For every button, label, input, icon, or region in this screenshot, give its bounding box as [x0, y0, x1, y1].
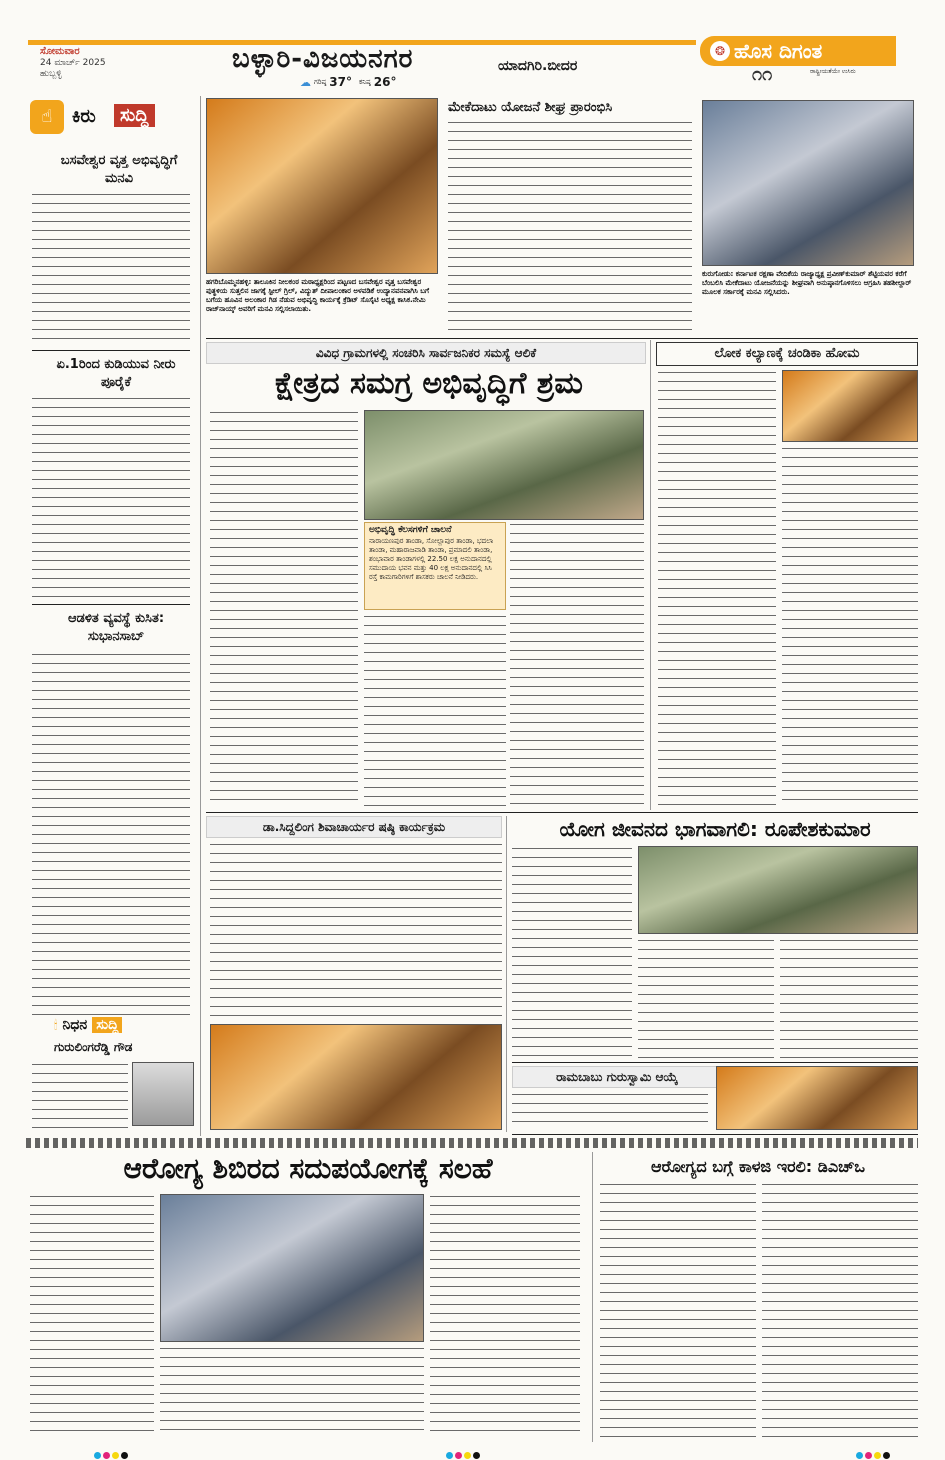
yoga-title: ಯೋಗ ಜೀವನದ ಭಾಗವಾಗಲಿ: ರೂಪೇಶಕುಮಾರ [559, 817, 871, 841]
column-divider [592, 1152, 593, 1442]
cloud-icon: ☁ [300, 75, 311, 89]
divider [32, 604, 190, 605]
magenta-dot [455, 1452, 462, 1459]
black-dot [121, 1452, 128, 1459]
kirusuddi-header [30, 100, 180, 134]
nidhana-label: ನಿಧನ [62, 1017, 88, 1033]
kiru-item-body [32, 192, 190, 346]
kiru-item-body [32, 396, 190, 600]
shashti-title: ಡಾ.ಸಿದ್ದಲಿಂಗ ಶಿವಾಚಾರ್ಯರ ಷಷ್ಠಿ ಕಾರ್ಯಕ್ರಮ [262, 820, 446, 834]
top-left-photo [206, 98, 438, 274]
health-camp-photo [160, 1194, 424, 1342]
edition-sub: ಯಾದಗಿರಿ.ಬೀದರ [498, 58, 578, 74]
ramababu-title-box [512, 1066, 722, 1088]
edition-title-main: ಬಳ್ಳಾರಿ-ವಿಜಯನಗರ [232, 44, 414, 74]
date-label: 24 ಮಾರ್ಚ್ 2025 [40, 58, 106, 68]
cyan-dot [94, 1452, 101, 1459]
weather-min-label: ಕನಿಷ್ಠ [358, 77, 371, 86]
lead-photo [364, 410, 644, 520]
top-right-caption: ಕುರುಗೋಡು: ಕರ್ನಾಟಕ ರಕ್ಷಣಾ ವೇದಿಕೆಯ ರಾಜ್ಯಾಧ್ಯಕ್ಷ ಪ್ರವೀಣ್‌ಕುಮಾರ್ ಶೆಟ್ಟಿಯವರ ಕರೆಗೆ ಬೆಂಬಲಿಸಿ ಮೇಕೆದಾಟು ಯೋಜನೆಯನ್ನು ಶೀಘ್ರವಾಗಿ ಅನುಷ್ಠಾನಗೊಳಿಸಲು ಆಗ್ರಹಿಸಿ ತಹಶೀಲ್ದಾರ್ ಮೂಲಕ ಸರ್ಕಾರಕ್ಕೆ ಮನವಿ ಸಲ್ಲಿಸಿದರು. [702, 270, 912, 296]
lead-box-body: ನಾರಾಯಣಪುರ ತಾಂಡಾ, ಸೋಲ್ಲಾಪುರ ತಾಂಡಾ, ಭದಲಾ ತಾಂಡಾ, ಮಹಾರಾಜವಾಡಿ ತಾಂಡಾ, ಪ್ರಮಾದಲಿ ತಾಂಡಾ, ಶಂಭಾವಾರ ತಾಂಡಾಗಳಲ್ಲಿ 22.50 ಲಕ್ಷ ಅನುದಾನದಲ್ಲಿ ಸಮುದಾಯ ಭವನ ಮತ್ತು 40 ಲಕ್ಷ ಅನುದಾನದಲ್ಲಿ ಸಿಸಿ ರಸ್ತೆ ಕಾಮಗಾರಿಗಳಿಗೆ ಶಾಸಕರು ಚಾಲನೆ ನೀಡಿದರು. [369, 537, 494, 581]
black-dot [473, 1452, 480, 1459]
yellow-dot [464, 1452, 471, 1459]
health-camp-headline: ಆರೋಗ್ಯ ಶಿಬಿರದ ಸದುಪಯೋಗಕ್ಕೆ ಸಲಹೆ [123, 1152, 493, 1185]
yoga-photo [638, 846, 918, 934]
nidhana-name: ಗುರುಲಿಂಗರೆಡ್ಡಿ ಗೌಡ [54, 1040, 133, 1054]
kiru-item-title: ಬಸವೇಶ್ವರ ವೃತ್ತ ಅಭಿವೃದ್ಧಿಗೆ ಮನವಿ [60, 153, 178, 186]
lead-box [364, 522, 506, 610]
divider [32, 350, 190, 351]
yellow-dot [874, 1452, 881, 1459]
kiru-item-title: ಏ.1ರಿಂದ ಕುಡಿಯುವ ನೀರು ಪೂರೈಕೆ [56, 357, 176, 390]
magenta-dot [865, 1452, 872, 1459]
chandika-photo [782, 370, 918, 442]
top-left-caption: ಹಗರಿಬೊಮ್ಮನಹಳ್ಳಿ: ತಾಲೂಕಿನ ನೀಲಕಂಠ ಮಠಾಧ್ಯಕ್ಷರಿಂದ ಪಟ್ಟಣದ ಬಸವೇಶ್ವರ ವೃತ್ತ ಬಸವೇಶ್ವರ ಪುತ್ಥಳಿಯ ಸುತ್ತಲಿನ ಜಾಗಕ್ಕೆ ಸ್ಟೀಲ್ ಗ್ರಿಲ್, ವಿದ್ಯುತ್ ದೀಪಾಲಂಕಾರ ಅಳವಡಿಕೆ ಉದ್ಯಾನವನವಾಗಿಸಿ ಬಗೆ ಬಗೆಯ ಹೂವಿನ ಅಲಂಕಾರ ಗಿಡ ನೆಡುವ ಅಭಿವೃದ್ಧಿ ಕಾರ್ಯಕ್ಕೆ ಕ್ರೆಡಿಟ್ ಸೊಸೈಟಿ ಅಧ್ಯಕ್ಷ ಕಾಸಿಕ.ನೇಮಿ ರಾಜ್‌ನಾಯ್ಕ್ ಅವರಿಗೆ ಮನವಿ ಸಲ್ಲಿಸಲಾಯಿತು. [206, 278, 430, 313]
masthead [0, 0, 945, 96]
weather-max-label: ಗರಿಷ್ಠ [314, 77, 327, 86]
divider [512, 1134, 918, 1135]
paper-name: ಹೊಸ ದಿಗಂತ [734, 39, 823, 63]
top-right-photo [702, 100, 914, 266]
kirusuddi-column [26, 96, 198, 1136]
chandika-body-col [782, 446, 918, 806]
page-number: ೧೧ [752, 64, 773, 85]
print-dots-left [94, 1444, 154, 1454]
kiru-item-body [32, 652, 190, 1016]
yellow-dot [112, 1452, 119, 1459]
shashti-photo [210, 1024, 502, 1130]
health-camp-body-col [430, 1194, 580, 1438]
nidhana-photo [132, 1062, 194, 1126]
divider [206, 338, 918, 339]
mekedatu-title: ಮೇಕೆದಾಟು ಯೋಜನೆ ಶೀಘ್ರ ಪ್ರಾರಂಭಿಸಿ [448, 100, 613, 115]
magenta-dot [103, 1452, 110, 1459]
date-block [40, 40, 160, 90]
mekedatu-body [448, 120, 692, 332]
lamp-icon: ❂ [710, 41, 730, 61]
lead-headline: ಕ್ಷೇತ್ರದ ಸಮಗ್ರ ಅಭಿವೃದ್ಧಿಗೆ ಶ್ರಮ [275, 366, 583, 401]
lead-body-col [510, 522, 644, 806]
ramababu-photo [716, 1066, 918, 1130]
column-divider [200, 96, 201, 1136]
health-camp-body-col [160, 1346, 424, 1438]
kiru-item-title: ಆಡಳಿತ ವ್ಯವಸ್ಥೆ ಕುಸಿತ: ಸುಭಾನಸಾಬ್ [67, 611, 165, 644]
divider [512, 1062, 918, 1063]
weather-min: 26° [373, 75, 397, 89]
lead-box-title: ಅಭಿವೃದ್ಧಿ ಕೆಲಸಗಳಿಗೆ ಚಾಲನೆ [369, 525, 452, 535]
day-label: ಸೋಮವಾರ [40, 46, 80, 57]
column-divider [506, 816, 507, 1132]
cyan-dot [446, 1452, 453, 1459]
chandika-title: ಲೋಕ ಕಲ್ಯಾಣಕ್ಕೆ ಚಂಡಿಕಾ ಹೋಮ [714, 346, 860, 361]
chandika-title-box [656, 342, 918, 366]
column-divider [650, 340, 651, 810]
edition-title [232, 44, 532, 76]
dot-band [26, 1138, 918, 1148]
health-care-body-col [762, 1182, 918, 1438]
nidhana-header [54, 1014, 194, 1034]
paper-tagline: ರಾಷ್ಟ್ರೀಯತೆಯೇ ಉಸಿರು [810, 68, 856, 75]
hand-icon: ☝ [30, 100, 64, 134]
yoga-body-col [780, 938, 918, 1058]
chandika-body-col [658, 370, 776, 806]
health-care-body-col [600, 1182, 756, 1438]
print-dots-center [446, 1444, 506, 1454]
health-camp-body-col [30, 1194, 154, 1438]
ramababu-block [512, 1062, 918, 1132]
shashti-title-box [206, 816, 502, 838]
health-care-headline: ಆರೋಗ್ಯದ ಬಗ್ಗೆ ಕಾಳಜಿ ಇರಲಿ: ಡಿಎಚ್ಒ [651, 1157, 865, 1176]
kiru-label: ಕಿರು [72, 106, 96, 127]
black-dot [883, 1452, 890, 1459]
lead-kicker-text: ವಿವಿಧ ಗ್ರಾಮಗಳಲ್ಲಿ ಸಂಚರಿಸಿ ಸಾರ್ವಜನಿಕರ ಸಮಸ್ಯೆ ಆಲಿಕೆ [315, 346, 537, 360]
cyan-dot [856, 1452, 863, 1459]
lead-body-col [210, 410, 358, 806]
ramababu-title: ರಾಮಬಾಬು ಗುರುಸ್ವಾಮಿ ಆಯ್ಕೆ [556, 1070, 678, 1084]
weather [300, 74, 440, 90]
divider [206, 812, 918, 813]
shashti-body [210, 842, 502, 1020]
lead-body-col [364, 614, 506, 806]
nidhana-suddi-label: ಸುದ್ದಿ [92, 1017, 122, 1033]
ramababu-body [512, 1092, 708, 1130]
city-label: ಹುಬ್ಬಳ್ಳಿ [40, 69, 62, 79]
weather-max: 37° [329, 75, 352, 89]
suddi-label: ಸುದ್ದಿ [114, 104, 155, 127]
candle-icon: 🕯 [54, 1018, 58, 1032]
print-dots-right [856, 1444, 916, 1454]
nidhana-body [32, 1062, 128, 1132]
lead-kicker [206, 342, 646, 364]
